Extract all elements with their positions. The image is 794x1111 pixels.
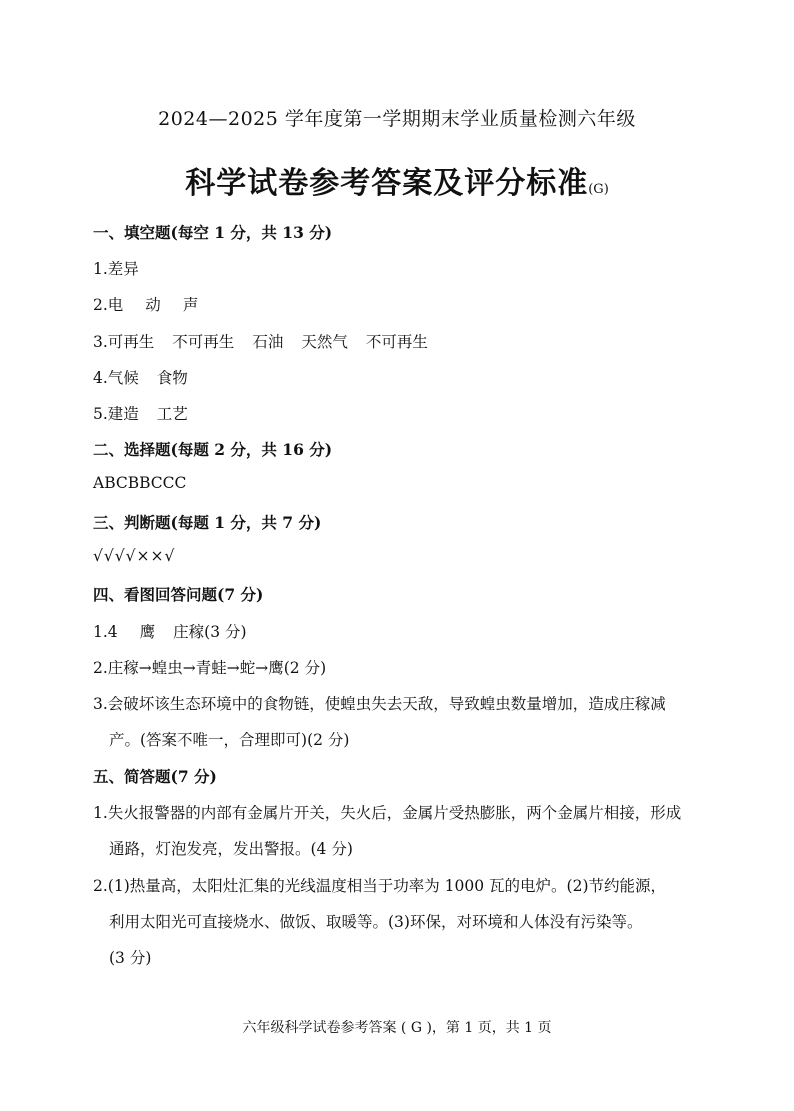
answer-text: 鹰: [139, 623, 156, 641]
answer-text: 石油: [252, 333, 284, 351]
section-5-q1-line-2: 通路，灯泡发亮，发出警报。(4 分): [109, 840, 353, 858]
section-1-item-1: [93, 257, 139, 279]
exam-subtitle: 2024—2025 学年度第一学期期末学业质量检测六年级: [158, 108, 636, 130]
section-4-q1: [93, 620, 247, 642]
section-3-answer: √√√√××√: [93, 547, 176, 565]
answer-text: 工艺: [156, 405, 188, 423]
section-5-heading: 五、简答题(7 分): [93, 767, 217, 786]
answer-text: 5.建造: [93, 405, 139, 423]
answer-text: 食物: [156, 369, 188, 387]
section-1-item-2: [93, 293, 198, 315]
answer-text: 3.可再生: [93, 333, 155, 351]
answer-text: 天然气: [301, 333, 348, 351]
section-4-q3-line-1: 3.会破坏该生态环境中的食物链，使蝗虫失去天敌，导致蝗虫数量增加，造成庄稼减: [93, 695, 666, 713]
title-variant: (G): [588, 182, 609, 197]
answer-text: 4.气候: [93, 369, 139, 387]
answer-text: 1.差异: [93, 260, 139, 278]
title-text: 科学试卷参考答案及评分标准: [185, 166, 589, 201]
answer-text: 不可再生: [365, 333, 428, 351]
section-1-item-5: [93, 402, 188, 424]
section-3-heading: 三、判断题(每题 1 分，共 7 分): [93, 513, 322, 532]
section-2-heading: 二、选择题(每题 2 分，共 16 分): [93, 440, 333, 459]
section-4-q3-line-2: 产。(答案不唯一，合理即可)(2 分): [109, 731, 350, 749]
answer-text: 动: [145, 296, 161, 314]
section-5-q2-line-1: 2.(1)热量高，太阳灶汇集的光线温度相当于功率为 1000 瓦的电炉。(2)节约能源，: [93, 877, 667, 895]
section-5-q2-line-3: (3 分): [109, 949, 152, 967]
answer-text: 不可再生: [172, 333, 235, 351]
section-4-q2: 2.庄稼→蝗虫→青蛙→蛇→鹰(2 分): [93, 659, 327, 677]
section-1-heading: 一、填空题(每空 1 分，共 13 分): [93, 223, 333, 242]
section-1-item-3: [93, 330, 428, 352]
section-5-q1-line-1: 1.失火报警器的内部有金属片开关，失火后，金属片受热膨胀，两个金属片相接，形成: [93, 804, 682, 822]
answer-text: 1.4: [93, 623, 118, 641]
page-footer: 六年级科学试卷参考答案 ( G )，第 1 页，共 1 页: [242, 1020, 552, 1036]
section-1-item-4: [93, 366, 188, 388]
answer-text: 声: [182, 296, 199, 314]
answer-text: 庄稼(3 分): [173, 623, 247, 641]
section-4-heading: 四、看图回答问题(7 分): [93, 585, 264, 604]
page-title: [0, 158, 794, 202]
section-2-answer: ABCBBCCC: [93, 474, 187, 492]
section-5-q2-line-2: 利用太阳光可直接烧水、做饭、取暖等。(3)环保，对环境和人体没有污染等。: [109, 913, 643, 931]
answer-text: 2.电: [93, 296, 124, 314]
